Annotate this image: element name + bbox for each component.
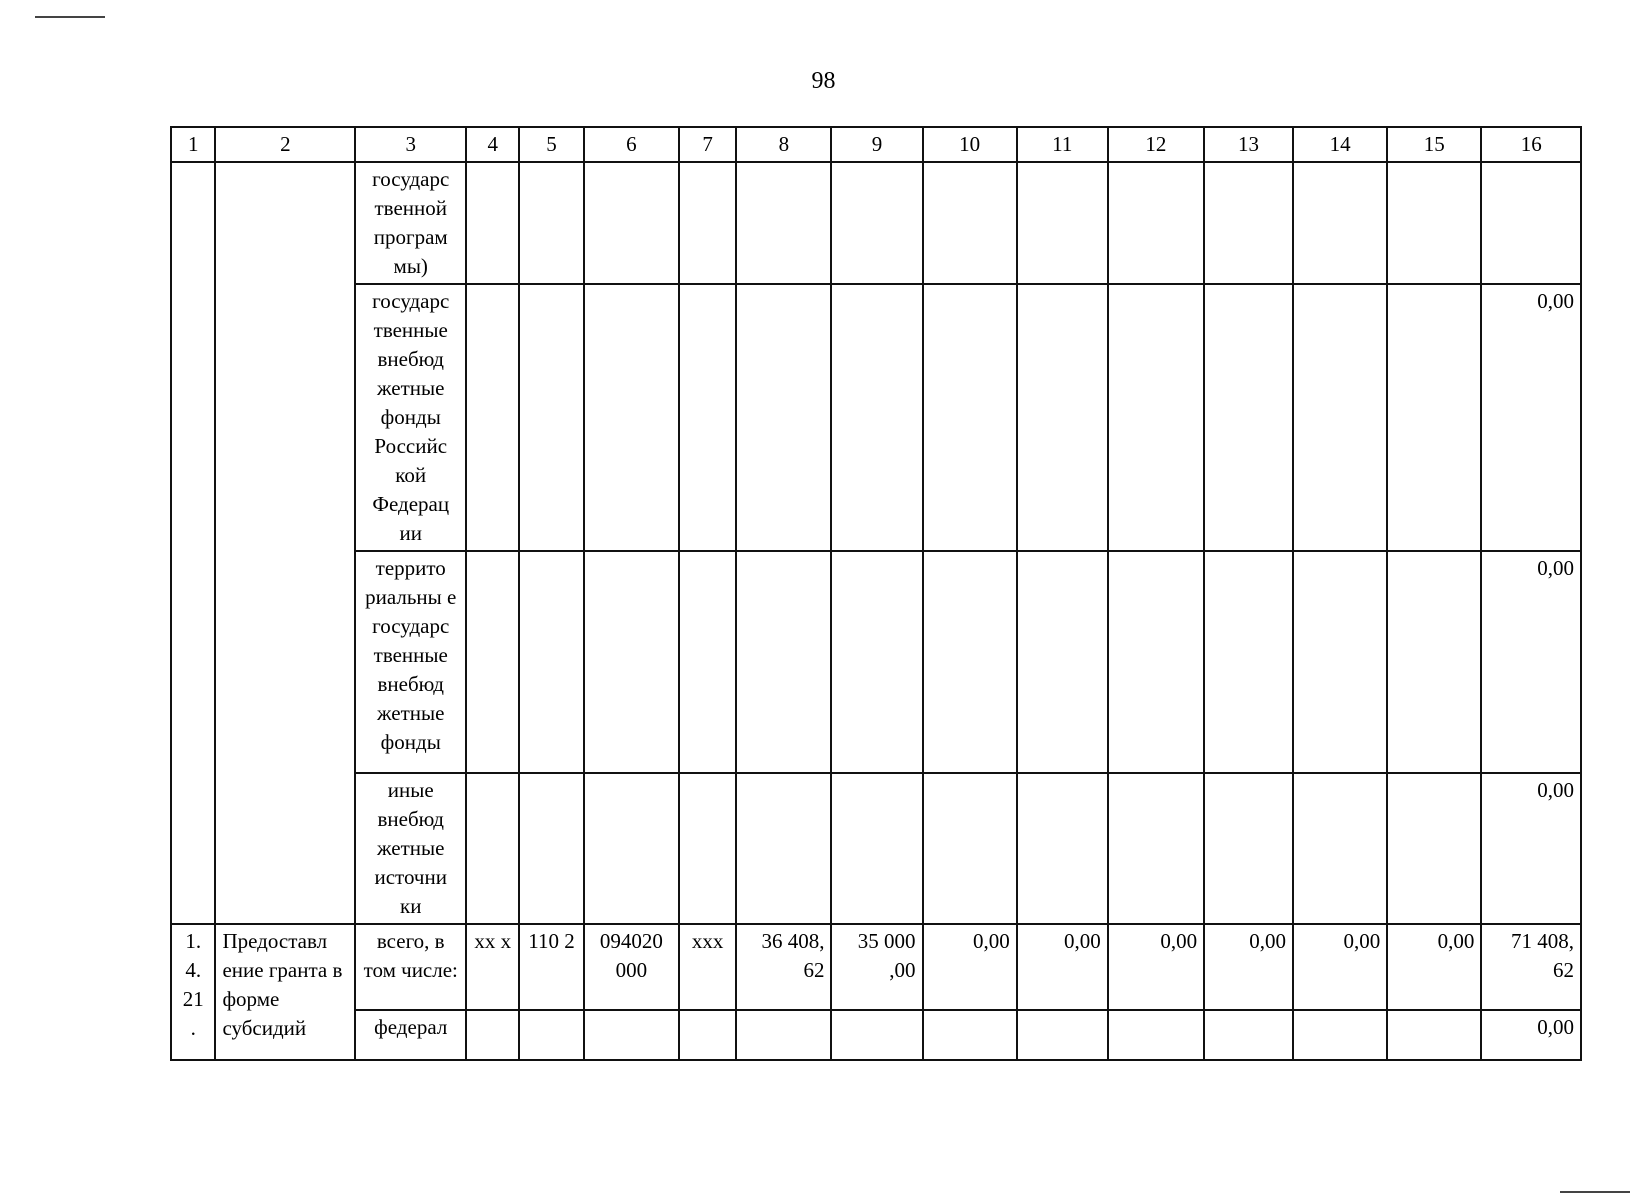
value-cell [466,551,519,773]
value-cell [1108,773,1204,924]
source-label-cell: государс твенные внебюд жетные фонды Российс кой Федерац ии [355,284,466,551]
value-cell [466,162,519,284]
value-cell [1017,284,1108,551]
row-number-cell: 1. 4. 21 . [171,924,215,1060]
value-cell [1293,1010,1387,1060]
value-cell [584,162,679,284]
value-cell [1204,284,1293,551]
table-row [171,284,1581,551]
value-cell [519,1010,584,1060]
header-cell: 7 [679,127,736,162]
header-cell: 15 [1387,127,1481,162]
value-cell [923,284,1017,551]
header-cell: 8 [736,127,831,162]
value-cell [1387,284,1481,551]
value-cell: 0,00 [1481,773,1581,924]
value-cell [679,284,736,551]
value-cell [1481,162,1581,284]
value-cell [1017,551,1108,773]
value-cell [831,284,922,551]
value-cell [679,162,736,284]
value-cell [1017,773,1108,924]
value-cell: xxx [679,924,736,1010]
value-cell [519,551,584,773]
row-number-cell [171,162,215,924]
value-cell [584,773,679,924]
value-cell [519,773,584,924]
source-label-cell: государс твенной програм мы) [355,162,466,284]
value-cell [1387,773,1481,924]
value-cell [923,1010,1017,1060]
value-cell [831,1010,922,1060]
value-cell [831,773,922,924]
header-row [171,127,1581,162]
page-number: 98 [811,68,836,94]
value-cell [1108,284,1204,551]
header-cell: 2 [215,127,355,162]
value-cell [519,284,584,551]
row-name-cell [215,162,355,924]
table-row [171,924,1581,1010]
table-row [171,551,1581,773]
source-label-cell: федерал [355,1010,466,1060]
header-cell: 16 [1481,127,1581,162]
value-cell [831,162,922,284]
value-cell: 0,00 [1293,924,1387,1010]
value-cell [1387,551,1481,773]
value-cell: 71 408, 62 [1481,924,1581,1010]
value-cell [679,1010,736,1060]
value-cell [1108,162,1204,284]
value-cell [923,773,1017,924]
value-cell [736,284,831,551]
value-cell [736,162,831,284]
value-cell: 0,00 [1017,924,1108,1010]
value-cell [1293,551,1387,773]
value-cell [1204,551,1293,773]
value-cell [679,773,736,924]
value-cell: 0,00 [1387,924,1481,1010]
value-cell [1387,162,1481,284]
value-cell: 0,00 [1108,924,1204,1010]
value-cell [1204,162,1293,284]
value-cell [584,284,679,551]
value-cell [923,162,1017,284]
table-row [171,162,1581,284]
scan-mark [1560,1191,1630,1193]
value-cell: 0,00 [1481,1010,1581,1060]
value-cell [736,773,831,924]
header-cell: 6 [584,127,679,162]
budget-table [170,126,1582,1061]
value-cell [1293,284,1387,551]
value-cell [1293,162,1387,284]
value-cell [1017,1010,1108,1060]
value-cell: 0,00 [923,924,1017,1010]
scan-mark [35,16,105,18]
value-cell: 110 2 [519,924,584,1010]
header-cell: 9 [831,127,922,162]
value-cell: 36 408, 62 [736,924,831,1010]
value-cell: 0,00 [1481,284,1581,551]
header-cell: 13 [1204,127,1293,162]
value-cell [1017,162,1108,284]
value-cell [466,284,519,551]
source-label-cell: иные внебюд жетные источни ки [355,773,466,924]
header-cell: 4 [466,127,519,162]
value-cell [1293,773,1387,924]
value-cell [1204,1010,1293,1060]
row-name-cell: Предоставл ение гранта в форме субсидий [215,924,355,1060]
value-cell [1108,1010,1204,1060]
header-cell: 11 [1017,127,1108,162]
value-cell: 0,00 [1481,551,1581,773]
header-cell: 5 [519,127,584,162]
value-cell [1387,1010,1481,1060]
header-cell: 3 [355,127,466,162]
value-cell [519,162,584,284]
value-cell: xx x [466,924,519,1010]
table-row [171,773,1581,924]
value-cell [466,1010,519,1060]
value-cell [679,551,736,773]
value-cell [923,551,1017,773]
header-cell: 14 [1293,127,1387,162]
value-cell [736,551,831,773]
header-cell: 10 [923,127,1017,162]
value-cell [736,1010,831,1060]
value-cell [584,1010,679,1060]
header-cell: 12 [1108,127,1204,162]
source-label-cell: террито риальны е государс твенные внебюд жетные фонды [355,551,466,773]
table-row [171,1010,1581,1060]
value-cell: 094020 000 [584,924,679,1010]
value-cell [466,773,519,924]
value-cell [831,551,922,773]
value-cell [584,551,679,773]
value-cell: 0,00 [1204,924,1293,1010]
value-cell [1108,551,1204,773]
value-cell: 35 000 ,00 [831,924,922,1010]
header-cell: 1 [171,127,215,162]
source-label-cell: всего, в том числе: [355,924,466,1010]
value-cell [1204,773,1293,924]
